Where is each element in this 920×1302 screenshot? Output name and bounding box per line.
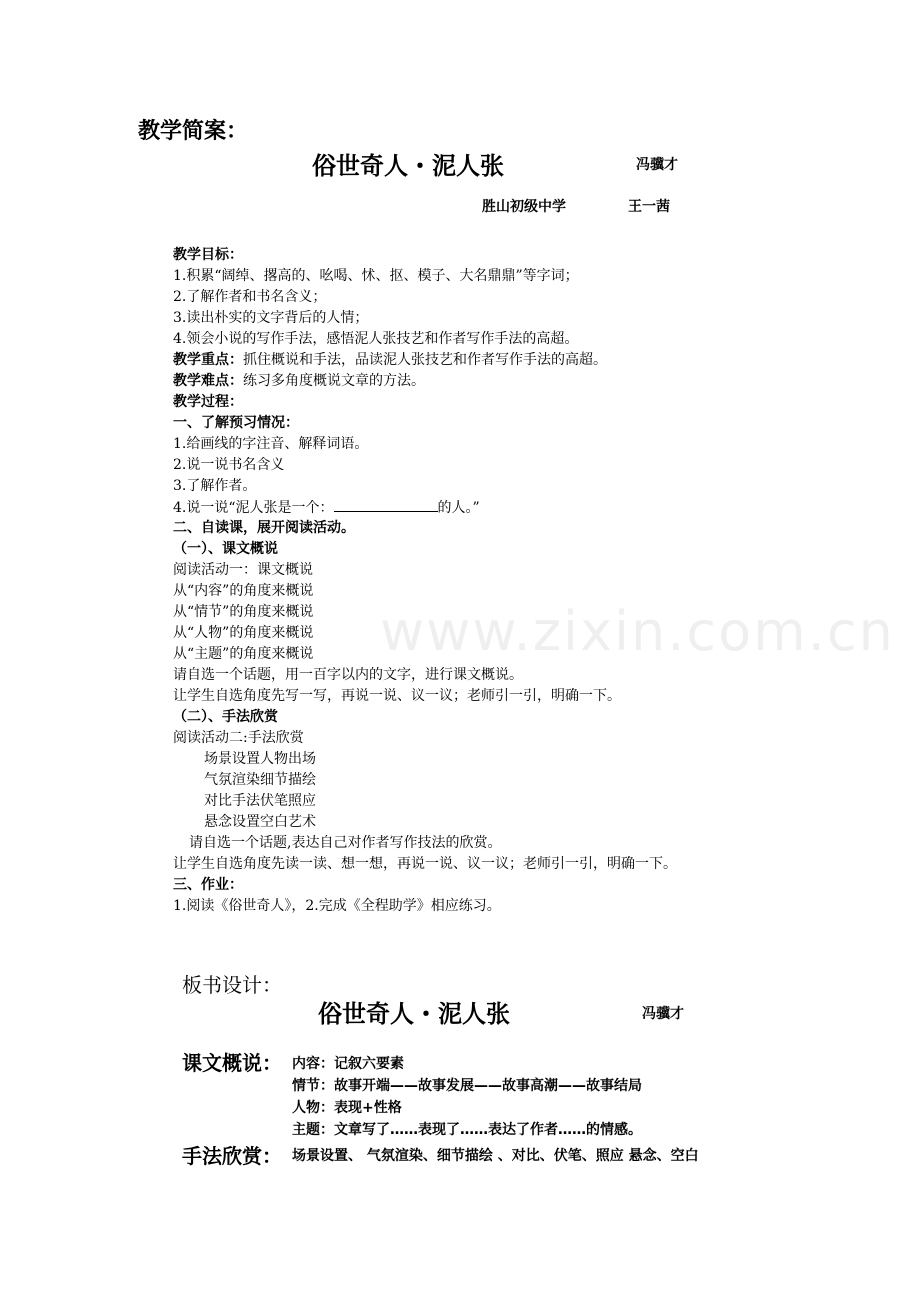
objectives-heading: 教学目标： xyxy=(173,247,243,263)
board-heading: 板书设计： xyxy=(182,973,282,997)
sub2-heading: （二）、手法欣赏 xyxy=(173,709,278,725)
sub1-line: 从“内容”的角度来概说 xyxy=(173,583,314,599)
sub1-line: 请自选一个话题，用一百字以内的文字，进行课文概说。 xyxy=(173,667,523,683)
summary-line: 人物：表现+性格 xyxy=(292,1100,402,1116)
difficulty-label: 教学难点： xyxy=(173,373,243,389)
part1-heading: 一、了解预习情况： xyxy=(173,415,299,431)
key-point-text: 抓住概说和手法，品读泥人张技艺和作者写作手法的高超。 xyxy=(243,352,607,368)
summary-line: 内容：记叙六要素 xyxy=(292,1056,404,1072)
sub1-line: 阅读活动一：课文概说 xyxy=(173,562,313,578)
key-point xyxy=(173,350,607,371)
fill-in-blank xyxy=(334,497,438,512)
difficulty xyxy=(173,371,425,392)
key-point-label: 教学重点： xyxy=(173,352,243,368)
sub1-line: 从“情节”的角度来概说 xyxy=(173,604,314,620)
part3-text: 1.阅读《俗世奇人》，2.完成《全程助学》相应练习。 xyxy=(173,898,501,914)
sub2-instruction: 请自选一个话题,表达自己对作者写作技法的欣赏。 xyxy=(189,835,502,851)
sub2-topic: 对比手法伏笔照应 xyxy=(204,793,316,809)
watermark: www.zixin.com.cn xyxy=(380,600,895,663)
part1-item-4 xyxy=(173,497,480,519)
board-author: 冯骥才 xyxy=(642,1006,684,1022)
item4-suffix: 的人。” xyxy=(437,500,480,516)
summary-label: 课文概说： xyxy=(182,1051,282,1075)
school-name: 胜山初级中学 xyxy=(482,199,566,215)
sub2-topic: 场景设置人物出场 xyxy=(204,751,316,767)
technique-text: 场景设置、 气氛渲染、细节描绘 、对比、伏笔、照应 悬念、空白 xyxy=(292,1148,699,1164)
item4-prefix: 4.说一说“泥人张是一个： xyxy=(173,500,334,516)
teacher-name: 王一茜 xyxy=(628,199,670,215)
difficulty-text: 练习多角度概说文章的方法。 xyxy=(243,373,425,389)
lesson-author: 冯骥才 xyxy=(636,157,678,173)
sub1-heading: （一）、课文概说 xyxy=(173,541,278,557)
sub1-line: 从“主题”的角度来概说 xyxy=(173,646,314,662)
part3-heading: 三、作业： xyxy=(173,877,243,893)
process-heading: 教学过程： xyxy=(173,394,243,410)
sub2-guide: 让学生自选角度先读一读、想一想，再说一说、议一议；老师引一引，明确一下。 xyxy=(173,856,677,872)
objective-item: 4.领会小说的写作手法，感悟泥人张技艺和作者写作手法的高超。 xyxy=(173,331,579,347)
objective-item: 3.读出朴实的文字背后的人情； xyxy=(173,310,369,326)
sub2-topic: 悬念设置空白艺术 xyxy=(204,814,316,830)
part2-heading: 二、自读课，展开阅读活动。 xyxy=(173,520,355,536)
sub1-line: 从“人物”的角度来概说 xyxy=(173,625,314,641)
part1-item: 2.说一说书名含义 xyxy=(173,457,285,473)
lesson-title: 俗世奇人・泥人张 xyxy=(312,152,504,180)
summary-line: 主题：文章写了……表现了……表达了作者……的情感。 xyxy=(292,1122,642,1138)
objective-item: 2.了解作者和书名含义； xyxy=(173,289,327,305)
sub2-activity: 阅读活动二:手法欣赏 xyxy=(173,730,304,746)
summary-line: 情节：故事开端——故事发展——故事高潮——故事结局 xyxy=(292,1078,642,1094)
sub1-line: 让学生自选角度先写一写，再说一说、议一议；老师引一引，明确一下。 xyxy=(173,688,621,704)
technique-label: 手法欣赏： xyxy=(182,1144,282,1168)
part1-item: 3.了解作者。 xyxy=(173,478,257,494)
sub2-topic: 气氛渲染细节描绘 xyxy=(204,772,316,788)
objective-item: 1.积累“阔绰、撂高的、吆喝、怵、抠、模子、大名鼎鼎”等字词； xyxy=(173,268,579,284)
section-title: 教学简案： xyxy=(138,119,249,144)
board-title: 俗世奇人・泥人张 xyxy=(318,1000,510,1028)
part1-item: 1.给画线的字注音、解释词语。 xyxy=(173,436,369,452)
